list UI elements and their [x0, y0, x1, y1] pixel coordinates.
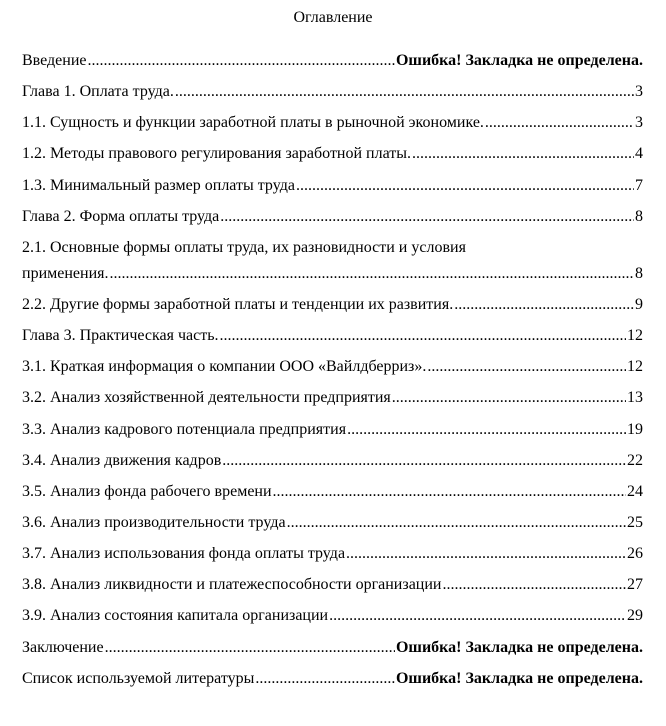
- toc-page-number: 26: [627, 545, 643, 563]
- toc-dot-leader: [105, 638, 395, 658]
- toc-dot-leader: [485, 113, 634, 133]
- toc-dot-leader: [392, 388, 626, 408]
- toc-page-number: 4: [635, 145, 643, 163]
- toc-bookmark-error: Ошибка! Закладка не определена.: [395, 52, 643, 69]
- toc-page-number: 8: [635, 207, 643, 225]
- toc-dot-leader: [110, 264, 635, 284]
- toc-page-number: 19: [627, 420, 643, 438]
- toc-entry-text: Введение: [22, 52, 87, 69]
- toc-entry-text: Список используемой литературы: [22, 669, 255, 687]
- toc-dot-leader: [442, 575, 626, 595]
- toc-entry-3-9[interactable]: [22, 606, 643, 626]
- toc-dot-leader: [347, 420, 626, 440]
- toc-entry-2-1[interactable]: [22, 238, 643, 284]
- toc-entry-3-2[interactable]: [22, 388, 643, 408]
- toc-entry-text: 3.8. Анализ ликвидности и платежеспособности организации: [22, 576, 442, 594]
- toc-page-number: 9: [635, 295, 643, 313]
- toc-entry-2-2[interactable]: [22, 295, 643, 315]
- toc-dot-leader: [220, 326, 626, 346]
- toc-dot-leader: [255, 669, 395, 689]
- toc-entry-text: применения.: [22, 264, 109, 282]
- toc-entry-conclusion[interactable]: [22, 638, 643, 658]
- toc-dot-leader: [273, 482, 626, 502]
- toc-entry-3-5[interactable]: [22, 482, 643, 502]
- toc-entry-text: Глава 1. Оплата труда.: [22, 83, 174, 101]
- toc-entry-1-3[interactable]: [22, 176, 643, 196]
- toc-entry-3-4[interactable]: [22, 451, 643, 471]
- toc-entry-text: 1.2. Методы правового регулирования заработной платы.: [22, 145, 412, 163]
- toc-dot-leader: [454, 295, 634, 315]
- toc-dot-leader: [175, 82, 634, 102]
- toc-page-number: 25: [627, 513, 643, 531]
- toc-entry-1-1[interactable]: [22, 113, 643, 133]
- toc-entry-text: 3.4. Анализ движения кадров: [22, 451, 222, 469]
- toc-bookmark-error: Ошибка! Закладка не определена.: [395, 638, 643, 656]
- toc-entry-text: 3.3. Анализ кадрового потенциала предприятия: [22, 420, 347, 438]
- toc-entry-3-3[interactable]: [22, 420, 643, 440]
- toc-entry-chapter-2[interactable]: [22, 207, 643, 227]
- toc-page-number: 27: [627, 576, 643, 594]
- toc-entry-3-7[interactable]: [22, 544, 643, 564]
- toc-entry-text: 3.7. Анализ использования фонда оплаты труда: [22, 545, 346, 563]
- toc-entry-text: Глава 3. Практическая часть.: [22, 327, 219, 345]
- toc-page-number: 12: [627, 327, 643, 345]
- toc-page-number: 29: [627, 607, 643, 625]
- toc-entry-text: 3.9. Анализ состояния капитала организации: [22, 607, 329, 625]
- toc-entry-chapter-1[interactable]: [22, 82, 643, 102]
- toc-page-number: 22: [627, 451, 643, 469]
- toc-entry-introduction[interactable]: [22, 51, 643, 71]
- toc-title: Оглавление: [293, 9, 373, 26]
- toc-dot-leader: [88, 51, 395, 71]
- toc-entry-text: Глава 2. Форма оплаты труда: [22, 207, 220, 225]
- toc-entry-text: 3.2. Анализ хозяйственной деятельности предприятия: [22, 389, 391, 407]
- toc-page-number: 13: [627, 389, 643, 407]
- toc-dot-leader: [296, 176, 634, 196]
- toc-page-number: 3: [635, 83, 643, 101]
- toc-entry-text: 1.1. Сущность и функции заработной платы в рыночной экономике.: [22, 114, 484, 132]
- toc-entry-text: 3.5. Анализ фонда рабочего времени: [22, 482, 272, 500]
- toc-entry-references[interactable]: [22, 669, 643, 689]
- toc-dot-leader: [287, 513, 626, 533]
- toc-dot-leader: [412, 144, 634, 164]
- toc-entry-text: 3.1. Краткая информация о компании ООО «Вайлдберриз».: [22, 358, 427, 376]
- toc-entry-text: 1.3. Минимальный размер оплаты труда: [22, 176, 295, 194]
- toc-page-number: 8: [635, 264, 643, 282]
- toc-dot-leader: [329, 606, 626, 626]
- toc-entry-text-line1: 2.1. Основные формы оплаты труда, их разновидности и условия: [22, 238, 466, 256]
- toc-dot-leader: [222, 451, 626, 471]
- toc-entry-3-8[interactable]: [22, 575, 643, 595]
- toc-bookmark-error: Ошибка! Закладка не определена.: [395, 669, 643, 687]
- toc-dot-leader: [220, 207, 634, 227]
- toc-list: [22, 51, 643, 700]
- toc-page-number: 24: [627, 482, 643, 500]
- toc-entry-chapter-3[interactable]: [22, 326, 643, 346]
- toc-dot-leader: [346, 544, 626, 564]
- toc-entry-1-2[interactable]: [22, 144, 643, 164]
- toc-page-number: 7: [635, 176, 643, 194]
- toc-entry-3-6[interactable]: [22, 513, 643, 533]
- toc-page-number: 3: [635, 114, 643, 132]
- toc-page-number: 12: [627, 358, 643, 376]
- toc-entry-text: 3.6. Анализ производительности труда: [22, 513, 286, 531]
- toc-entry-text: Заключение: [22, 638, 104, 656]
- toc-entry-3-1[interactable]: [22, 357, 643, 377]
- toc-dot-leader: [427, 357, 626, 377]
- toc-entry-text: 2.2. Другие формы заработной платы и тенденции их развития.: [22, 295, 454, 313]
